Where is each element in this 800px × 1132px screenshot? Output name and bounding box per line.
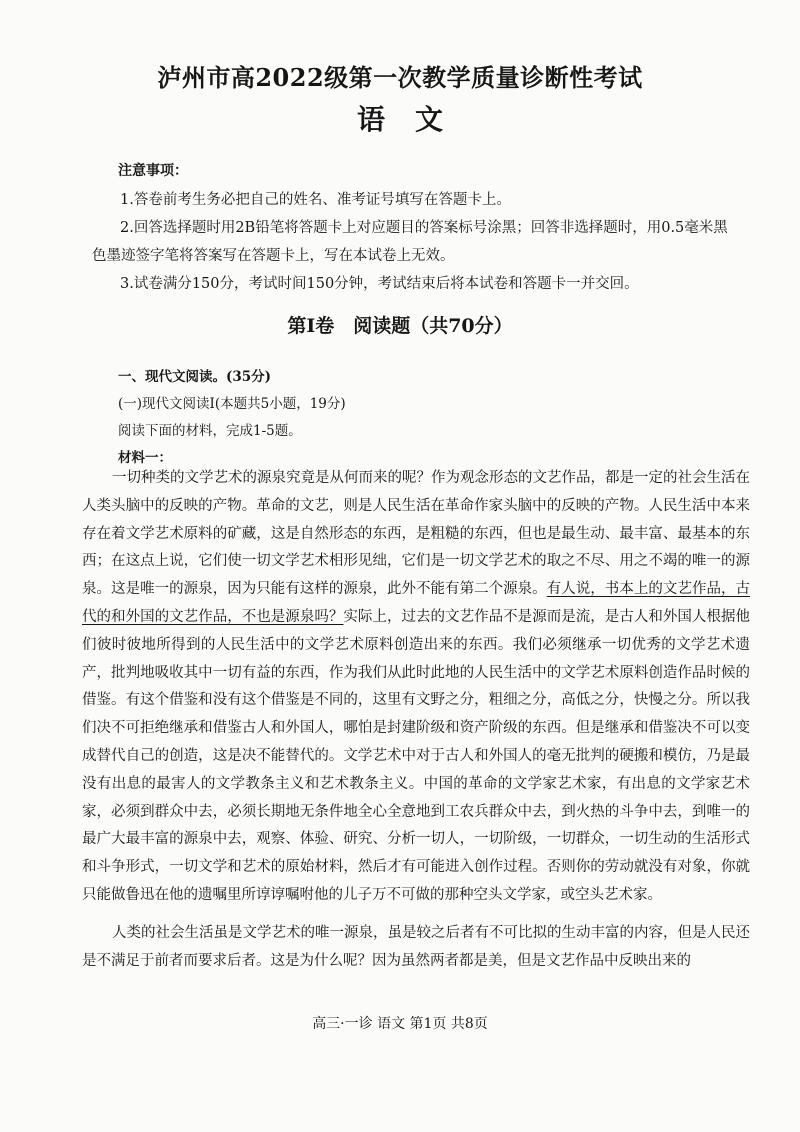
page-footer: 高三·一诊 语文 第1页 共8页 bbox=[312, 1016, 488, 1032]
passage-paragraph: 人类的社会生活虽是文学艺术的唯一源泉，虽是较之后者有不可比拟的生动丰富的内容，但是人民还是不满足于前者而要求后者。这是为什么呢？因为虽然两者都是美，但是文艺作品中反映出来的 bbox=[82, 924, 750, 969]
part-heading: 一、现代文阅读。(35分) bbox=[118, 369, 272, 385]
section-title: 第Ⅰ卷 阅读题（共70分） bbox=[287, 315, 513, 337]
notice-list bbox=[92, 186, 740, 298]
notice-item: 3.试卷满分150分，考试时间150分钟，考试结束后将本试卷和答题卡一并交回。 bbox=[120, 276, 639, 292]
notice-item: 2.回答选择题时用2B铅笔将答题卡上对应题目的答案标号涂黑；回答非选择题时，用0.5毫米黑色墨迹签字笔将答案写在答题卡上，写在本试卷上无效。 bbox=[92, 220, 728, 264]
notice-item: 1.答卷前考生务必把自己的姓名、准考证号填写在答题卡上。 bbox=[120, 192, 511, 208]
exam-title: 泸州市高2022级第一次教学质量诊断性考试 bbox=[157, 63, 643, 92]
passage bbox=[82, 465, 750, 975]
exam-subject: 语文 bbox=[356, 103, 473, 136]
underlined-sentence: 有人说，书本上的文艺作品，古代的和外国的文艺作品，不也是源泉吗？ bbox=[82, 581, 751, 625]
question-intro bbox=[118, 364, 346, 472]
passage-paragraph bbox=[82, 465, 750, 910]
subpart-heading: (一)现代文阅读Ⅰ(本题共5小题，19分) bbox=[118, 396, 346, 412]
instruction-text: 阅读下面的材料，完成1-5题。 bbox=[118, 423, 302, 439]
passage-text: 一切种类的文学艺术的源泉究竟是从何而来的呢？作为观念形态的文艺作品，都是一定的社会生活在人类头脑中的反映的产物。革命的文艺，则是人民生活在革命作家头脑中的反映的产物。人民生活中本来存在着文学艺术原料的矿藏，这是自然形态的东西，是粗糙的东西，但也是最生动、最丰富、最基本的东西；在这点上说，它们使一切文学艺术相形见绌，它们是一切文学艺术的取之不尽、用之不竭的唯一的源泉。这是唯一的源泉，因为只能有这样的源泉，此外不能有第二个源泉。 bbox=[82, 470, 750, 598]
notice-heading: 注意事项： bbox=[118, 163, 188, 179]
material-label: 材料一： bbox=[118, 450, 172, 466]
passage-text: 实际上，过去的文艺作品不是源而是流，是古人和外国人根据他们彼时彼地所得到的人民生活中的文学艺术原料创造出来的东西。我们必须继承一切优秀的文学艺术遗产，批判地吸收其中一切有益的东西，作为我们从此时此地的人民生活中的文学艺术原料创造作品时候的借鉴。有这个借鉴和没有这个借鉴是不同的，这里有文野之分，粗细之分，高低之分，快慢之分。所以我们决不可拒绝继承和借鉴古人和外国人，哪怕是封建阶级和资产阶级的东西。但是继承和借鉴决不可以变成替代自己的创造，这是决不能替代的。文学艺术中对于古人和外国人的毫无批判的硬搬和模仿，乃是最没有出息的最害人的文学教条主义和艺术教条主义。中国的革命的文学家艺术家，有出息的文学家艺术家，必须到群众中去，必须长期地无条件地全心全意地到工农兵群众中去，到火热的斗争中去，到唯一的最广大最丰富的源泉中去，观察、体验、研究、分析一切人，一切阶级，一切群众，一切生动的生活形式和斗争形式，一切文学和艺术的原始材料，然后才有可能进入创作过程。否则你的劳动就没有对象，你就只能做鲁迅在他的遗嘱里所谆谆嘱咐他的儿子万不可做的那种空头文学家，或空头艺术家。 bbox=[82, 608, 751, 903]
